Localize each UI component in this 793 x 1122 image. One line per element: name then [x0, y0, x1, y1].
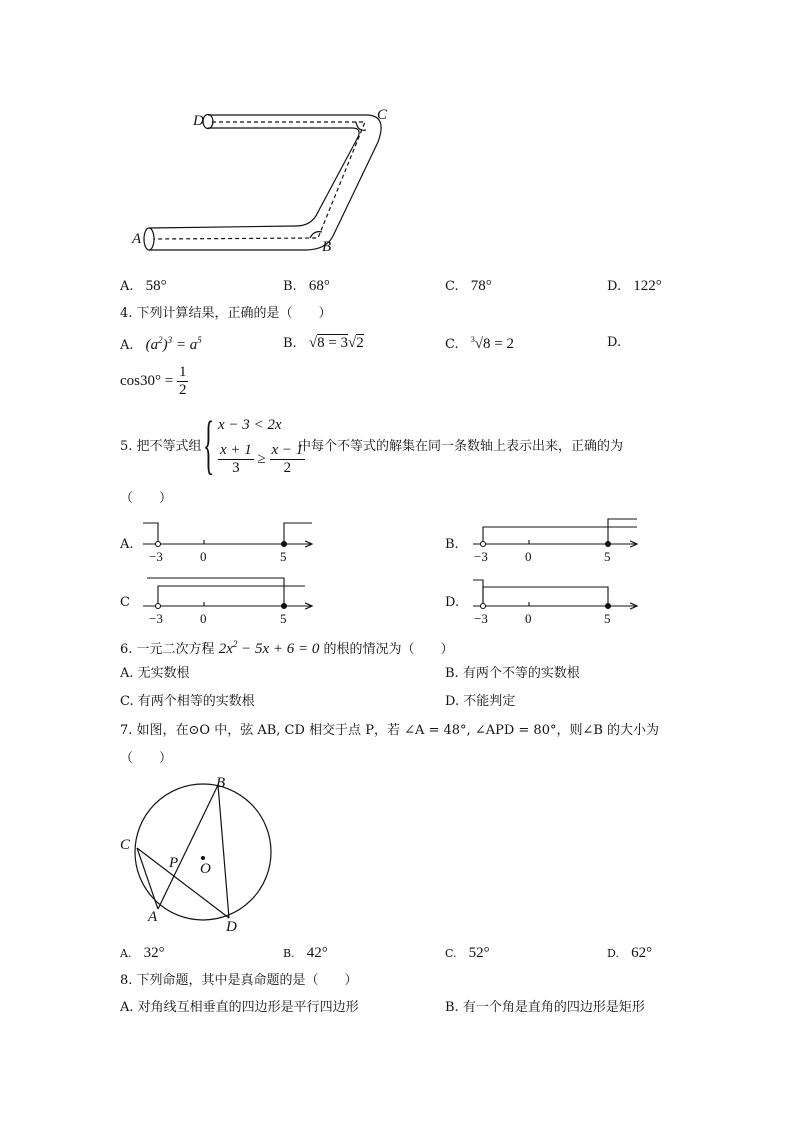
q6-eq-exp: 2 — [232, 639, 238, 649]
q3-option-d-letter: D. — [607, 279, 622, 294]
q8-option-b[interactable]: B. 有一个角是直角的四边形是矩形 — [445, 1000, 645, 1015]
pipe-label-c: C — [377, 107, 388, 123]
q4-a-exp2: 3 — [167, 335, 173, 345]
q5-option-d-letter[interactable]: D. — [445, 595, 460, 610]
q4-b-rad2: 2 — [356, 335, 364, 351]
tick-label: 5 — [280, 549, 287, 564]
q4-option-c-letter: C. — [445, 337, 459, 352]
q4-b-text: 8 = 3 — [317, 335, 349, 351]
q5-brace-icon: { — [203, 408, 215, 481]
tick-label: 0 — [200, 549, 207, 564]
q3-option-b-letter: B. — [283, 279, 297, 294]
q7-paren: （ ） — [120, 751, 173, 766]
q4-a-mid: ) — [162, 337, 168, 353]
q7-option-d-letter: D. — [607, 947, 619, 960]
tick-label: −3 — [149, 611, 163, 626]
chord-ab — [158, 785, 218, 909]
tick-label: −3 — [474, 611, 488, 626]
q7-option-b-letter: B. — [283, 947, 295, 960]
tick-label: 0 — [525, 549, 532, 564]
q7-stem: 7. 如图，在⊙O 中，弦 AB, CD 相交于点 P，若 ∠A = 48°, ∠APD = 80°，则∠B 的大小为 — [120, 723, 660, 738]
q5-paren: （ ） — [120, 491, 173, 506]
q5-op: ≥ — [257, 451, 266, 468]
q5-num2: x − 1 — [270, 442, 306, 460]
sqrt-sign-icon: √ — [348, 335, 357, 351]
tick-label: 5 — [604, 549, 611, 564]
q4-a-base: (a — [145, 337, 159, 353]
circle-label-a: A — [148, 909, 158, 925]
q4-d-cos: cos30° = — [120, 373, 174, 390]
tick-label: 0 — [200, 611, 207, 626]
q5-option-b-letter[interactable]: B. — [445, 537, 459, 552]
q4-option-a-letter: A. — [120, 338, 134, 353]
q6-option-b[interactable]: B. 有两个不等的实数根 — [445, 666, 580, 681]
q7-option-c[interactable] — [445, 946, 490, 961]
q5-ineq1: x − 3 < 2x — [218, 417, 282, 433]
q4-d-num: 1 — [177, 364, 189, 382]
q5-den2: 2 — [283, 460, 292, 477]
pipe-label-b: B — [322, 239, 332, 255]
q5-option-a-letter[interactable]: A. — [120, 537, 134, 552]
circle-label-p: P — [169, 855, 179, 871]
q3-option-b-text: 68° — [308, 278, 330, 294]
q7-option-b-text: 42° — [306, 945, 328, 961]
cbrt-sign-icon: √ — [474, 336, 483, 352]
q6-eq-b: − 5x + 6 = 0 — [237, 641, 320, 657]
pipe-label-d: D — [193, 113, 204, 129]
circle-label-c: C — [120, 837, 131, 853]
tick-label: −3 — [149, 549, 163, 564]
q6-stem-suffix: 的根的情况为（ ） — [323, 642, 454, 657]
circle-label-d: D — [226, 919, 237, 935]
q4-a-exp1: 2 — [158, 335, 163, 345]
q7-option-d-text: 62° — [631, 945, 653, 961]
q6-stem-prefix: 6. 一元二次方程 — [120, 642, 215, 657]
q3-option-a-letter: A. — [120, 279, 134, 294]
sqrt-sign-icon: √ — [308, 335, 318, 351]
q6-option-c[interactable]: C. 有两个相等的实数根 — [120, 694, 255, 709]
q5-suffix: 中每个不等式的解集在同一条数轴上表示出来，正确的为 — [298, 439, 624, 454]
tick-label: 0 — [525, 611, 532, 626]
q4-option-d-letter: D. — [607, 335, 622, 350]
q7-option-a-text: 32° — [143, 945, 165, 961]
q4-c-index: 3 — [470, 335, 475, 344]
q7-option-a-letter: A. — [120, 947, 132, 960]
q3-option-c-text: 78° — [470, 278, 492, 294]
q4-a-eq: = a — [172, 337, 198, 353]
q8-option-a[interactable]: A. 对角线互相垂直的四边形是平行四边形 — [120, 1000, 359, 1015]
circle-label-o: O — [200, 861, 211, 877]
q7-option-c-text: 52° — [468, 945, 490, 961]
q7-option-d[interactable] — [607, 946, 652, 961]
q5-num1: x + 1 — [218, 442, 254, 460]
tick-label: −3 — [474, 549, 488, 564]
q4-c-text: 8 = 2 — [483, 336, 514, 352]
q4-a-exp3: 5 — [197, 335, 202, 345]
q5-option-c-letter[interactable]: C — [120, 595, 130, 610]
q6-eq-a: 2x — [218, 641, 233, 657]
q5-prefix: 5. 把不等式组 — [120, 439, 202, 454]
q6-option-a[interactable]: A. 无实数根 — [120, 666, 190, 681]
pipe-label-a: A — [132, 231, 142, 247]
q4-option-b-letter: B. — [283, 336, 297, 351]
circle-o — [135, 784, 271, 920]
circle-label-b: B — [216, 775, 226, 791]
center-dot — [201, 856, 205, 860]
q3-option-d-text: 122° — [633, 278, 662, 294]
q7-option-a[interactable] — [120, 946, 165, 961]
q7-option-c-letter: C. — [445, 947, 457, 960]
q8-stem: 8. 下列命题，其中是真命题的是（ ） — [120, 973, 358, 988]
tick-label: 5 — [280, 611, 287, 626]
tick-label: 5 — [604, 611, 611, 626]
q3-option-c-letter: C. — [445, 279, 459, 294]
q4-stem: 4. 下列计算结果，正确的是（ ） — [120, 306, 332, 321]
q7-option-b[interactable] — [283, 946, 328, 961]
q4-d-den: 2 — [178, 382, 187, 399]
q3-option-a-text: 58° — [145, 278, 167, 294]
segment-bd — [218, 785, 229, 918]
q5-den1: 3 — [232, 460, 240, 477]
q6-option-d[interactable]: D. 不能判定 — [445, 694, 516, 709]
